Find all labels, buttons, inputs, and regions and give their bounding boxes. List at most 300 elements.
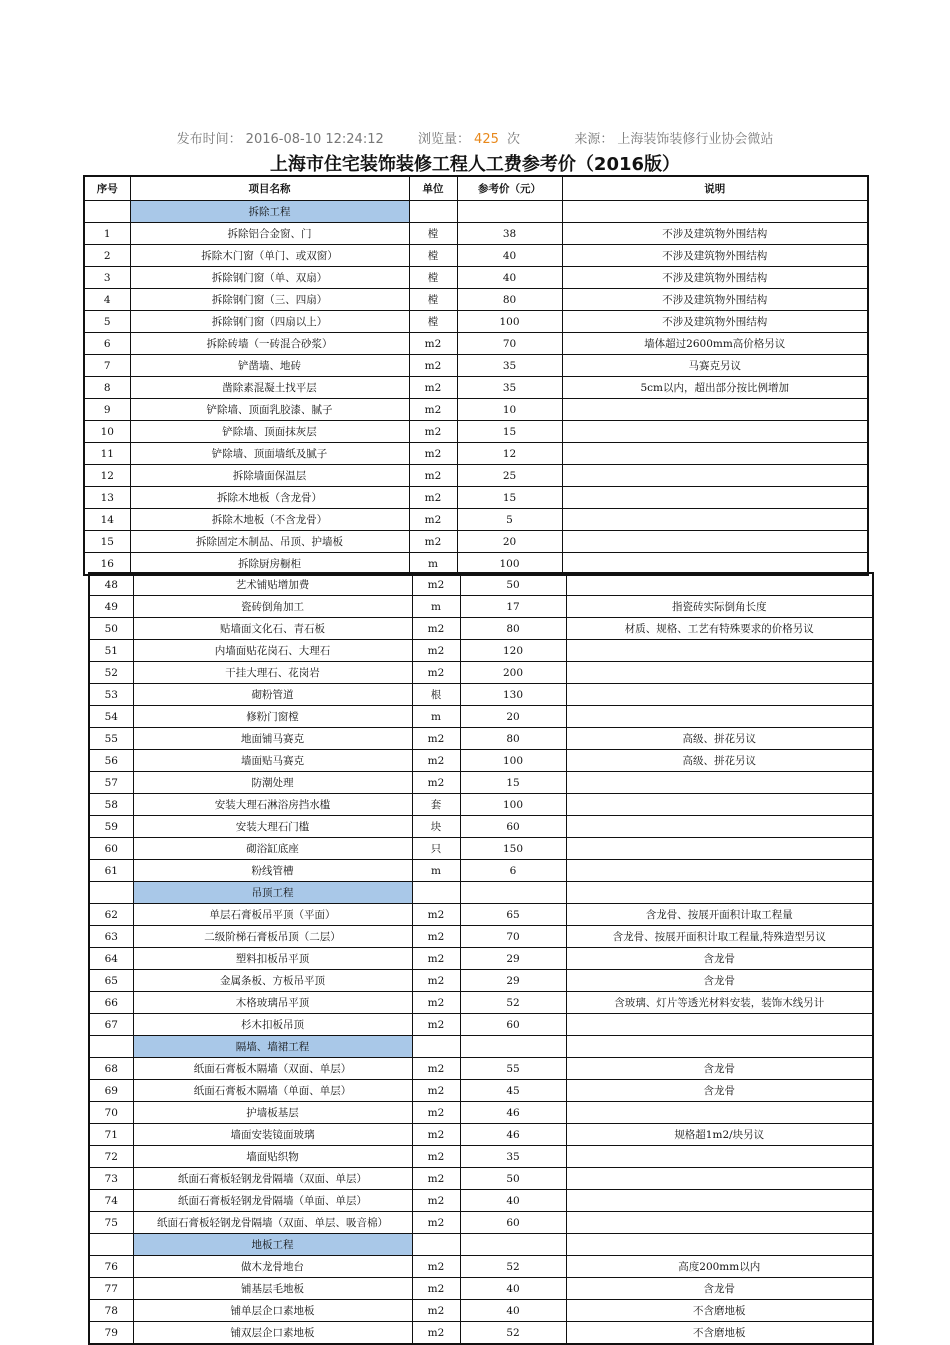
cell-price: 20	[457, 531, 562, 553]
cell-no: 78	[89, 1300, 133, 1322]
cell-no: 50	[89, 618, 133, 640]
section-name: 吊顶工程	[133, 882, 412, 904]
cell-no: 13	[84, 487, 130, 509]
cell-name: 粉线管槽	[133, 860, 412, 882]
cell-price: 80	[460, 618, 566, 640]
cell-name: 纸面石膏板轻钢龙骨隔墙（双面、单层、吸音棉）	[133, 1212, 412, 1234]
cell-no: 57	[89, 772, 133, 794]
cell-price: 29	[460, 970, 566, 992]
cell-name: 修粉门窗樘	[133, 706, 412, 728]
cell-name: 拆除木门窗（单门、或双窗）	[130, 245, 409, 267]
cell-note	[566, 816, 873, 838]
cell-unit	[412, 1058, 460, 1080]
empty-cell	[566, 1036, 873, 1058]
cell-price: 60	[460, 816, 566, 838]
cell-note: 指瓷砖实际倒角长度	[566, 596, 873, 618]
cell-price: 100	[460, 750, 566, 772]
cell-no: 60	[89, 838, 133, 860]
section-name: 地板工程	[133, 1234, 412, 1256]
section-name: 隔墙、墙裙工程	[133, 1036, 412, 1058]
article-meta	[0, 128, 950, 147]
empty-cell	[457, 201, 562, 223]
unit-text: m2	[424, 447, 442, 460]
cell-price: 20	[460, 706, 566, 728]
unit-text: m2	[427, 1326, 445, 1339]
cell-no: 4	[84, 289, 130, 311]
table-row	[89, 816, 873, 838]
empty-cell	[566, 882, 873, 904]
unit-text: m2	[424, 337, 442, 350]
cell-unit: 块	[412, 816, 460, 838]
cell-note: 5cm以内，超出部分按比例增加	[562, 377, 868, 399]
cell-note	[562, 421, 868, 443]
unit-text: m2	[427, 1150, 445, 1163]
cell-unit: 根	[412, 684, 460, 706]
cell-note: 含龙骨	[566, 1278, 873, 1300]
cell-note	[566, 860, 873, 882]
cell-unit: 樘	[409, 267, 457, 289]
table-row	[89, 794, 873, 816]
cell-unit	[412, 750, 460, 772]
table-row	[89, 573, 873, 596]
unit-text: m2	[427, 578, 445, 591]
empty-cell	[89, 1036, 133, 1058]
cell-price: 50	[460, 573, 566, 596]
cell-unit: 樘	[409, 223, 457, 245]
cell-no: 3	[84, 267, 130, 289]
cell-no: 59	[89, 816, 133, 838]
cell-note	[566, 794, 873, 816]
cell-name: 铲除墙、顶面乳胶漆、腻子	[130, 399, 409, 421]
cell-unit	[412, 640, 460, 662]
cell-price: 100	[457, 311, 562, 333]
cell-price: 130	[460, 684, 566, 706]
cell-no: 61	[89, 860, 133, 882]
cell-name: 内墙面贴花岗石、大理石	[133, 640, 412, 662]
cell-price: 100	[457, 553, 562, 576]
table-row	[89, 684, 873, 706]
cell-note: 高级、拼花另议	[566, 750, 873, 772]
cell-name: 拆除砖墙（一砖混合砂浆）	[130, 333, 409, 355]
cell-price: 12	[457, 443, 562, 465]
cell-price: 52	[460, 992, 566, 1014]
table-row	[89, 1168, 873, 1190]
cell-name: 拆除钢门窗（单、双扇）	[130, 267, 409, 289]
unit-text: m2	[424, 469, 442, 482]
cell-unit	[409, 531, 457, 553]
unit-text: m2	[427, 974, 445, 987]
unit-text: m2	[427, 930, 445, 943]
cell-no: 70	[89, 1102, 133, 1124]
table-row	[89, 618, 873, 640]
views-unit: 次	[507, 132, 521, 147]
cell-price: 50	[460, 1168, 566, 1190]
cell-note: 墙体超过2600mm高价格另议	[562, 333, 868, 355]
cell-note: 含龙骨	[566, 1080, 873, 1102]
cell-unit	[412, 618, 460, 640]
cell-price: 10	[457, 399, 562, 421]
empty-cell	[412, 1036, 460, 1058]
unit-text: m2	[427, 644, 445, 657]
source-value: 上海装饰装修行业协会微站	[617, 132, 774, 147]
cell-no: 56	[89, 750, 133, 772]
table-row	[89, 1124, 873, 1146]
cell-unit	[412, 1278, 460, 1300]
cell-note: 含龙骨、按展开面积计取工程量,特殊造型另议	[566, 926, 873, 948]
cell-no: 14	[84, 509, 130, 531]
table-row	[89, 706, 873, 728]
cell-note	[566, 772, 873, 794]
empty-cell	[84, 201, 130, 223]
cell-name: 砌浴缸底座	[133, 838, 412, 860]
unit-text: m2	[424, 535, 442, 548]
price-table-part-2	[88, 572, 874, 1345]
cell-unit	[412, 1014, 460, 1036]
section-row	[89, 1036, 873, 1058]
publish-time-value: 2016-08-10 12:24:12	[245, 132, 384, 147]
cell-name: 艺术铺贴增加费	[133, 573, 412, 596]
cell-no: 76	[89, 1256, 133, 1278]
cell-unit	[409, 487, 457, 509]
cell-no: 69	[89, 1080, 133, 1102]
cell-unit	[409, 377, 457, 399]
cell-name: 塑料扣板吊平顶	[133, 948, 412, 970]
cell-no: 73	[89, 1168, 133, 1190]
cell-name: 护墙板基层	[133, 1102, 412, 1124]
cell-no: 2	[84, 245, 130, 267]
cell-unit	[409, 399, 457, 421]
cell-note	[566, 684, 873, 706]
cell-note: 材质、规格、工艺有特殊要求的价格另议	[566, 618, 873, 640]
cell-unit	[412, 772, 460, 794]
cell-note	[566, 640, 873, 662]
cell-unit	[412, 1080, 460, 1102]
empty-cell	[412, 882, 460, 904]
cell-note: 含龙骨、按展开面积计取工程量	[566, 904, 873, 926]
cell-note: 含玻璃、灯片等透光材料安装，装饰木线另计	[566, 992, 873, 1014]
cell-no: 53	[89, 684, 133, 706]
cell-price: 35	[457, 355, 562, 377]
table-row	[89, 1322, 873, 1345]
cell-price: 200	[460, 662, 566, 684]
header-price: 参考价（元）	[457, 176, 562, 201]
table-row	[84, 355, 868, 377]
unit-text: m2	[427, 776, 445, 789]
table-row	[89, 1058, 873, 1080]
cell-unit	[412, 970, 460, 992]
unit-text: m2	[427, 996, 445, 1009]
cell-note: 不涉及建筑物外围结构	[562, 267, 868, 289]
unit-text: m2	[427, 666, 445, 679]
table-row	[84, 531, 868, 553]
cell-unit: m	[412, 706, 460, 728]
cell-price: 70	[457, 333, 562, 355]
cell-price: 46	[460, 1124, 566, 1146]
cell-note	[562, 399, 868, 421]
cell-no: 71	[89, 1124, 133, 1146]
cell-name: 拆除墙面保温层	[130, 465, 409, 487]
cell-price: 40	[457, 267, 562, 289]
header-note: 说明	[562, 176, 868, 201]
views-count: 425	[474, 132, 499, 147]
cell-unit: m	[412, 860, 460, 882]
table-row	[89, 838, 873, 860]
header-no: 序号	[84, 176, 130, 201]
cell-name: 做木龙骨地台	[133, 1256, 412, 1278]
cell-no: 8	[84, 377, 130, 399]
cell-unit	[409, 421, 457, 443]
cell-name: 铺单层企口素地板	[133, 1300, 412, 1322]
table-row	[84, 443, 868, 465]
cell-no: 63	[89, 926, 133, 948]
unit-text: m2	[427, 1062, 445, 1075]
section-name: 拆除工程	[130, 201, 409, 223]
table-row	[84, 509, 868, 531]
cell-note: 含龙骨	[566, 970, 873, 992]
cell-price: 15	[457, 487, 562, 509]
cell-no: 77	[89, 1278, 133, 1300]
cell-note	[566, 1168, 873, 1190]
cell-unit	[412, 926, 460, 948]
table-header-row	[84, 176, 868, 201]
cell-unit: m	[412, 596, 460, 618]
cell-no: 51	[89, 640, 133, 662]
table-row	[84, 377, 868, 399]
cell-unit	[412, 904, 460, 926]
cell-name: 安装大理石门槛	[133, 816, 412, 838]
cell-name: 纸面石膏板木隔墙（单面、单层）	[133, 1080, 412, 1102]
cell-price: 17	[460, 596, 566, 618]
empty-cell	[566, 1234, 873, 1256]
unit-text: m2	[427, 1128, 445, 1141]
cell-name: 铺双层企口素地板	[133, 1322, 412, 1345]
cell-no: 5	[84, 311, 130, 333]
cell-note	[566, 706, 873, 728]
cell-price: 120	[460, 640, 566, 662]
cell-note: 不涉及建筑物外围结构	[562, 311, 868, 333]
cell-note	[566, 662, 873, 684]
table-row	[84, 223, 868, 245]
table-row	[89, 992, 873, 1014]
cell-unit	[412, 728, 460, 750]
cell-name: 铲凿墙、地砖	[130, 355, 409, 377]
cell-note	[562, 465, 868, 487]
cell-note: 含龙骨	[566, 948, 873, 970]
unit-text: m2	[427, 1216, 445, 1229]
table-row	[89, 926, 873, 948]
cell-name: 拆除厨房橱柜	[130, 553, 409, 576]
cell-unit	[412, 1212, 460, 1234]
table-row	[84, 333, 868, 355]
cell-note: 不涉及建筑物外围结构	[562, 245, 868, 267]
cell-unit	[412, 573, 460, 596]
cell-note	[562, 509, 868, 531]
cell-name: 拆除钢门窗（三、四扇）	[130, 289, 409, 311]
document-title: 上海市住宅装饰装修工程人工费参考价（2016版）	[269, 154, 681, 175]
unit-text: m2	[427, 908, 445, 921]
cell-note	[566, 1190, 873, 1212]
cell-name: 干挂大理石、花岗岩	[133, 662, 412, 684]
unit-text: m2	[427, 1260, 445, 1273]
table-row	[89, 728, 873, 750]
cell-no: 10	[84, 421, 130, 443]
empty-cell	[409, 201, 457, 223]
cell-price: 80	[457, 289, 562, 311]
cell-name: 单层石膏板吊平顶（平面）	[133, 904, 412, 926]
table-row	[84, 245, 868, 267]
cell-unit: 樘	[409, 311, 457, 333]
cell-no: 9	[84, 399, 130, 421]
cell-no: 58	[89, 794, 133, 816]
table-row	[89, 662, 873, 684]
cell-price: 80	[460, 728, 566, 750]
table-row	[84, 267, 868, 289]
table-row	[84, 399, 868, 421]
table-row	[84, 311, 868, 333]
empty-cell	[460, 1036, 566, 1058]
cell-no: 72	[89, 1146, 133, 1168]
cell-name: 铺基层毛地板	[133, 1278, 412, 1300]
header-name: 项目名称	[130, 176, 409, 201]
cell-name: 瓷砖倒角加工	[133, 596, 412, 618]
cell-note: 规格超1m2/块另议	[566, 1124, 873, 1146]
cell-name: 拆除钢门窗（四扇以上）	[130, 311, 409, 333]
table-row	[89, 1278, 873, 1300]
cell-name: 防潮处理	[133, 772, 412, 794]
cell-name: 凿除素混凝土找平层	[130, 377, 409, 399]
cell-price: 52	[460, 1256, 566, 1278]
cell-no: 55	[89, 728, 133, 750]
cell-no: 54	[89, 706, 133, 728]
cell-unit	[412, 1146, 460, 1168]
table-row	[89, 904, 873, 926]
cell-name: 金属条板、方板吊平顶	[133, 970, 412, 992]
cell-note: 不涉及建筑物外围结构	[562, 223, 868, 245]
empty-cell	[460, 1234, 566, 1256]
cell-name: 木格玻璃吊平顶	[133, 992, 412, 1014]
cell-name: 杉木扣板吊顶	[133, 1014, 412, 1036]
cell-price: 35	[460, 1146, 566, 1168]
cell-no: 16	[84, 553, 130, 576]
table-row	[89, 1190, 873, 1212]
unit-text: m2	[427, 1194, 445, 1207]
cell-no: 12	[84, 465, 130, 487]
cell-price: 40	[460, 1278, 566, 1300]
cell-no: 52	[89, 662, 133, 684]
cell-note	[562, 531, 868, 553]
cell-price: 55	[460, 1058, 566, 1080]
unit-text: m2	[424, 403, 442, 416]
cell-no: 6	[84, 333, 130, 355]
unit-text: m2	[427, 1084, 445, 1097]
empty-cell	[412, 1234, 460, 1256]
unit-text: m2	[427, 952, 445, 965]
unit-text: m2	[427, 1018, 445, 1031]
cell-name: 墙面贴马赛克	[133, 750, 412, 772]
cell-price: 100	[460, 794, 566, 816]
cell-no: 75	[89, 1212, 133, 1234]
unit-text: m2	[424, 513, 442, 526]
cell-name: 纸面石膏板木隔墙（双面、单层）	[133, 1058, 412, 1080]
empty-cell	[89, 1234, 133, 1256]
empty-cell	[460, 882, 566, 904]
cell-price: 15	[460, 772, 566, 794]
price-table-part-1	[83, 175, 869, 576]
cell-price: 70	[460, 926, 566, 948]
unit-text: m2	[427, 754, 445, 767]
cell-price: 60	[460, 1014, 566, 1036]
table-row	[89, 596, 873, 618]
cell-price: 15	[457, 421, 562, 443]
cell-note: 不含磨地板	[566, 1322, 873, 1345]
cell-unit: 只	[412, 838, 460, 860]
cell-note: 不含磨地板	[566, 1300, 873, 1322]
unit-text: m2	[424, 425, 442, 438]
cell-price: 65	[460, 904, 566, 926]
cell-name: 墙面安装镜面玻璃	[133, 1124, 412, 1146]
table-row	[89, 1256, 873, 1278]
cell-note: 高度200mm以内	[566, 1256, 873, 1278]
unit-text: m2	[427, 732, 445, 745]
unit-text: m2	[427, 1172, 445, 1185]
cell-price: 29	[460, 948, 566, 970]
table-row	[84, 487, 868, 509]
cell-name: 贴墙面文化石、青石板	[133, 618, 412, 640]
table-row	[89, 970, 873, 992]
cell-unit	[412, 1102, 460, 1124]
table-row	[89, 948, 873, 970]
cell-note	[562, 443, 868, 465]
section-row	[84, 201, 868, 223]
table-row	[89, 1102, 873, 1124]
table-row	[89, 860, 873, 882]
unit-text: m2	[427, 1304, 445, 1317]
cell-name: 铲除墙、顶面抹灰层	[130, 421, 409, 443]
views-label: 浏览量：	[418, 132, 471, 147]
cell-name: 拆除木地板（不含龙骨）	[130, 509, 409, 531]
cell-unit: m	[409, 553, 457, 576]
cell-name: 铲除墙、顶面墙纸及腻子	[130, 443, 409, 465]
cell-price: 6	[460, 860, 566, 882]
cell-no: 15	[84, 531, 130, 553]
cell-no: 1	[84, 223, 130, 245]
cell-no: 7	[84, 355, 130, 377]
cell-no: 11	[84, 443, 130, 465]
cell-name: 二级阶梯石膏板吊顶（二层）	[133, 926, 412, 948]
cell-price: 40	[457, 245, 562, 267]
table-row	[89, 1212, 873, 1234]
cell-price: 40	[460, 1190, 566, 1212]
cell-note: 含龙骨	[566, 1058, 873, 1080]
unit-text: m2	[424, 491, 442, 504]
cell-name: 拆除铝合金窗、门	[130, 223, 409, 245]
cell-name: 纸面石膏板轻钢龙骨隔墙（单面、单层）	[133, 1190, 412, 1212]
cell-unit	[412, 992, 460, 1014]
table-row	[84, 465, 868, 487]
cell-unit	[412, 662, 460, 684]
cell-no: 66	[89, 992, 133, 1014]
empty-cell	[89, 882, 133, 904]
table-row	[89, 1146, 873, 1168]
cell-price: 60	[460, 1212, 566, 1234]
unit-text: m2	[424, 359, 442, 372]
cell-no: 48	[89, 573, 133, 596]
table-row	[89, 1300, 873, 1322]
cell-name: 墙面贴织物	[133, 1146, 412, 1168]
cell-name: 砌粉管道	[133, 684, 412, 706]
table-row	[89, 772, 873, 794]
cell-no: 64	[89, 948, 133, 970]
